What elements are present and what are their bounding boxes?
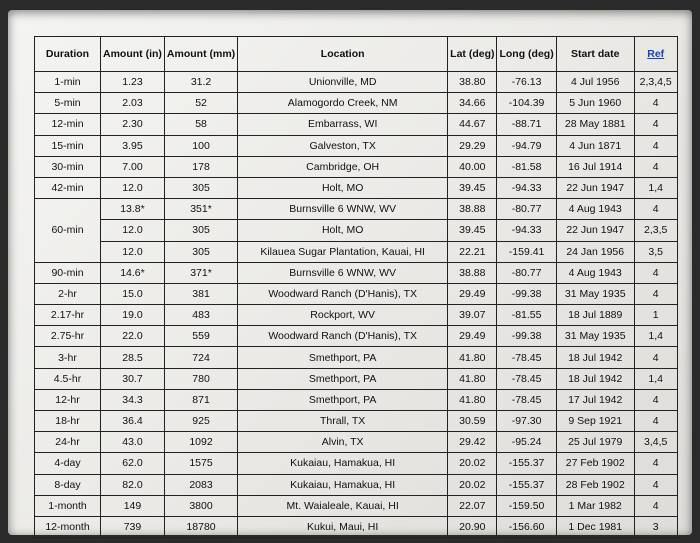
lat-cell: 29.42	[448, 432, 497, 453]
long-cell: -78.45	[497, 368, 556, 389]
table-row	[35, 432, 678, 453]
duration-cell: 8-day	[35, 474, 101, 495]
lat-cell: 20.90	[448, 516, 497, 537]
location-cell: Smethport, PA	[238, 368, 448, 389]
table-row	[35, 135, 678, 156]
duration-cell: 30-min	[35, 156, 101, 177]
start-date-cell: 18 Jul 1889	[556, 305, 634, 326]
amount-mm-cell: 31.2	[164, 72, 237, 93]
location-cell: Kukaiau, Hamakua, HI	[238, 474, 448, 495]
duration-cell: 60-min	[35, 199, 101, 263]
lat-cell: 39.45	[448, 177, 497, 198]
amount-in-cell: 15.0	[101, 283, 165, 304]
duration-cell: 2-hr	[35, 283, 101, 304]
header-amount-mm: Amount (mm)	[164, 37, 237, 72]
amount-in-cell: 19.0	[101, 305, 165, 326]
amount-mm-cell: 559	[164, 326, 237, 347]
amount-mm-cell: 18780	[164, 516, 237, 537]
table-row	[35, 474, 678, 495]
amount-in-cell: 12.0	[101, 241, 165, 262]
long-cell: -159.41	[497, 241, 556, 262]
start-date-cell: 4 Aug 1943	[556, 199, 634, 220]
location-cell: Burnsville 6 WNW, WV	[238, 199, 448, 220]
ref-cell: 1	[634, 305, 677, 326]
long-cell: -104.39	[497, 93, 556, 114]
lat-cell: 39.45	[448, 220, 497, 241]
amount-in-cell: 2.30	[101, 114, 165, 135]
ref-cell: 1,4	[634, 368, 677, 389]
location-cell: Smethport, PA	[238, 389, 448, 410]
location-cell: Embarrass, WI	[238, 114, 448, 135]
start-date-cell: 22 Jun 1947	[556, 220, 634, 241]
amount-mm-cell: 381	[164, 283, 237, 304]
location-cell: Thrall, TX	[238, 411, 448, 432]
start-date-cell: 25 Jul 1979	[556, 432, 634, 453]
location-cell: Burnsville 6 WNW, WV	[238, 262, 448, 283]
location-cell: Kukaiau, Hamakua, HI	[238, 453, 448, 474]
amount-in-cell: 14.6*	[101, 262, 165, 283]
long-cell: -81.58	[497, 156, 556, 177]
ref-cell: 4	[634, 453, 677, 474]
ref-cell: 4	[634, 389, 677, 410]
duration-cell: 42-min	[35, 177, 101, 198]
amount-in-cell: 7.00	[101, 156, 165, 177]
duration-cell: 15-min	[35, 135, 101, 156]
ref-cell: 4	[634, 495, 677, 516]
long-cell: -78.45	[497, 347, 556, 368]
ref-cell: 3	[634, 516, 677, 537]
lat-cell: 41.80	[448, 368, 497, 389]
lat-cell: 22.07	[448, 495, 497, 516]
amount-mm-cell: 780	[164, 368, 237, 389]
amount-in-cell: 149	[101, 495, 165, 516]
long-cell: -99.38	[497, 326, 556, 347]
amount-mm-cell: 371*	[164, 262, 237, 283]
header-long: Long (deg)	[497, 37, 556, 72]
amount-mm-cell: 58	[164, 114, 237, 135]
long-cell: -159.50	[497, 495, 556, 516]
duration-cell: 1-month	[35, 495, 101, 516]
table-header-row	[35, 37, 678, 72]
start-date-cell: 16 Jul 1914	[556, 156, 634, 177]
long-cell: -94.79	[497, 135, 556, 156]
lat-cell: 30.59	[448, 411, 497, 432]
lat-cell: 22.21	[448, 241, 497, 262]
long-cell: -95.24	[497, 432, 556, 453]
ref-cell: 1,4	[634, 326, 677, 347]
table-row	[35, 199, 678, 220]
ref-cell: 1,4	[634, 177, 677, 198]
start-date-cell: 28 May 1881	[556, 114, 634, 135]
table-row	[35, 177, 678, 198]
table-row	[35, 347, 678, 368]
long-cell: -80.77	[497, 262, 556, 283]
location-cell: Woodward Ranch (D'Hanis), TX	[238, 283, 448, 304]
location-cell: Rockport, WV	[238, 305, 448, 326]
location-cell: Unionville, MD	[238, 72, 448, 93]
duration-cell: 12-month	[35, 516, 101, 537]
long-cell: -155.37	[497, 453, 556, 474]
location-cell: Holt, MO	[238, 220, 448, 241]
amount-in-cell: 36.4	[101, 411, 165, 432]
start-date-cell: 5 Jun 1960	[556, 93, 634, 114]
amount-mm-cell: 178	[164, 156, 237, 177]
lat-cell: 41.80	[448, 347, 497, 368]
lat-cell: 40.00	[448, 156, 497, 177]
start-date-cell: 22 Jun 1947	[556, 177, 634, 198]
amount-in-cell: 28.5	[101, 347, 165, 368]
table-row	[35, 411, 678, 432]
table-row	[35, 156, 678, 177]
ref-cell: 3,5	[634, 241, 677, 262]
amount-in-cell: 13.8*	[101, 199, 165, 220]
table-row	[35, 389, 678, 410]
amount-in-cell: 30.7	[101, 368, 165, 389]
amount-in-cell: 34.3	[101, 389, 165, 410]
ref-cell: 4	[634, 262, 677, 283]
location-cell: Alamogordo Creek, NM	[238, 93, 448, 114]
start-date-cell: 28 Feb 1902	[556, 474, 634, 495]
lat-cell: 41.80	[448, 389, 497, 410]
amount-mm-cell: 483	[164, 305, 237, 326]
amount-in-cell: 22.0	[101, 326, 165, 347]
long-cell: -97.30	[497, 411, 556, 432]
duration-cell: 2.75-hr	[35, 326, 101, 347]
duration-cell: 4.5-hr	[35, 368, 101, 389]
lat-cell: 29.49	[448, 326, 497, 347]
table-row	[35, 114, 678, 135]
ref-cell: 4	[634, 135, 677, 156]
ref-cell: 4	[634, 411, 677, 432]
table-row	[35, 453, 678, 474]
lat-cell: 29.49	[448, 283, 497, 304]
ref-cell: 4	[634, 474, 677, 495]
long-cell: -76.13	[497, 72, 556, 93]
table-row	[35, 516, 678, 537]
amount-mm-cell: 871	[164, 389, 237, 410]
long-cell: -81.55	[497, 305, 556, 326]
duration-cell: 5-min	[35, 93, 101, 114]
start-date-cell: 27 Feb 1902	[556, 453, 634, 474]
location-cell: Mt. Waialeale, Kauai, HI	[238, 495, 448, 516]
location-cell: Galveston, TX	[238, 135, 448, 156]
ref-cell: 4	[634, 93, 677, 114]
header-duration: Duration	[35, 37, 101, 72]
amount-mm-cell: 305	[164, 220, 237, 241]
header-start-date: Start date	[556, 37, 634, 72]
start-date-cell: 18 Jul 1942	[556, 368, 634, 389]
amount-mm-cell: 52	[164, 93, 237, 114]
ref-cell: 3,4,5	[634, 432, 677, 453]
duration-cell: 90-min	[35, 262, 101, 283]
lat-cell: 20.02	[448, 474, 497, 495]
ref-cell: 4	[634, 347, 677, 368]
header-ref-link[interactable]: Ref	[634, 37, 677, 72]
duration-cell: 4-day	[35, 453, 101, 474]
amount-mm-cell: 100	[164, 135, 237, 156]
location-cell: Holt, MO	[238, 177, 448, 198]
lat-cell: 39.07	[448, 305, 497, 326]
start-date-cell: 31 May 1935	[556, 283, 634, 304]
location-cell: Kukui, Maui, HI	[238, 516, 448, 537]
ref-cell: 2,3,4,5	[634, 72, 677, 93]
long-cell: -80.77	[497, 199, 556, 220]
amount-mm-cell: 3800	[164, 495, 237, 516]
duration-cell: 2.17-hr	[35, 305, 101, 326]
long-cell: -99.38	[497, 283, 556, 304]
table-row	[35, 283, 678, 304]
ref-cell: 4	[634, 156, 677, 177]
amount-in-cell: 62.0	[101, 453, 165, 474]
amount-mm-cell: 305	[164, 241, 237, 262]
rainfall-records-table	[34, 36, 678, 538]
duration-cell: 1-min	[35, 72, 101, 93]
amount-in-cell: 12.0	[101, 177, 165, 198]
table-body	[35, 72, 678, 538]
header-amount-in: Amount (in)	[101, 37, 165, 72]
lat-cell: 38.88	[448, 262, 497, 283]
start-date-cell: 17 Jul 1942	[556, 389, 634, 410]
lat-cell: 38.80	[448, 72, 497, 93]
amount-in-cell: 1.23	[101, 72, 165, 93]
table-row	[35, 368, 678, 389]
paper-background	[8, 10, 692, 535]
table-row	[35, 262, 678, 283]
duration-cell: 12-min	[35, 114, 101, 135]
lat-cell: 34.66	[448, 93, 497, 114]
amount-mm-cell: 925	[164, 411, 237, 432]
location-cell: Smethport, PA	[238, 347, 448, 368]
table-row	[35, 495, 678, 516]
ref-cell: 4	[634, 199, 677, 220]
long-cell: -78.45	[497, 389, 556, 410]
amount-in-cell: 43.0	[101, 432, 165, 453]
long-cell: -94.33	[497, 177, 556, 198]
start-date-cell: 1 Mar 1982	[556, 495, 634, 516]
start-date-cell: 4 Aug 1943	[556, 262, 634, 283]
start-date-cell: 18 Jul 1942	[556, 347, 634, 368]
lat-cell: 44.67	[448, 114, 497, 135]
start-date-cell: 1 Dec 1981	[556, 516, 634, 537]
table-row	[35, 220, 678, 241]
start-date-cell: 9 Sep 1921	[556, 411, 634, 432]
ref-cell: 4	[634, 114, 677, 135]
amount-mm-cell: 724	[164, 347, 237, 368]
amount-in-cell: 739	[101, 516, 165, 537]
start-date-cell: 24 Jan 1956	[556, 241, 634, 262]
table-row	[35, 241, 678, 262]
location-cell: Alvin, TX	[238, 432, 448, 453]
ref-cell: 2,3,5	[634, 220, 677, 241]
long-cell: -155.37	[497, 474, 556, 495]
duration-cell: 18-hr	[35, 411, 101, 432]
duration-cell: 12-hr	[35, 389, 101, 410]
amount-mm-cell: 351*	[164, 199, 237, 220]
lat-cell: 29.29	[448, 135, 497, 156]
amount-in-cell: 3.95	[101, 135, 165, 156]
location-cell: Cambridge, OH	[238, 156, 448, 177]
amount-mm-cell: 1092	[164, 432, 237, 453]
ref-cell: 4	[634, 283, 677, 304]
header-lat: Lat (deg)	[448, 37, 497, 72]
start-date-cell: 31 May 1935	[556, 326, 634, 347]
location-cell: Kilauea Sugar Plantation, Kauai, HI	[238, 241, 448, 262]
header-location: Location	[238, 37, 448, 72]
amount-in-cell: 12.0	[101, 220, 165, 241]
start-date-cell: 4 Jul 1956	[556, 72, 634, 93]
long-cell: -156.60	[497, 516, 556, 537]
location-cell: Woodward Ranch (D'Hanis), TX	[238, 326, 448, 347]
duration-cell: 24-hr	[35, 432, 101, 453]
duration-cell: 3-hr	[35, 347, 101, 368]
table-row	[35, 305, 678, 326]
long-cell: -94.33	[497, 220, 556, 241]
table-row	[35, 326, 678, 347]
amount-in-cell: 2.03	[101, 93, 165, 114]
start-date-cell: 4 Jun 1871	[556, 135, 634, 156]
lat-cell: 20.02	[448, 453, 497, 474]
amount-mm-cell: 1575	[164, 453, 237, 474]
amount-in-cell: 82.0	[101, 474, 165, 495]
lat-cell: 38.88	[448, 199, 497, 220]
table-row	[35, 72, 678, 93]
table-row	[35, 93, 678, 114]
amount-mm-cell: 2083	[164, 474, 237, 495]
long-cell: -88.71	[497, 114, 556, 135]
amount-mm-cell: 305	[164, 177, 237, 198]
